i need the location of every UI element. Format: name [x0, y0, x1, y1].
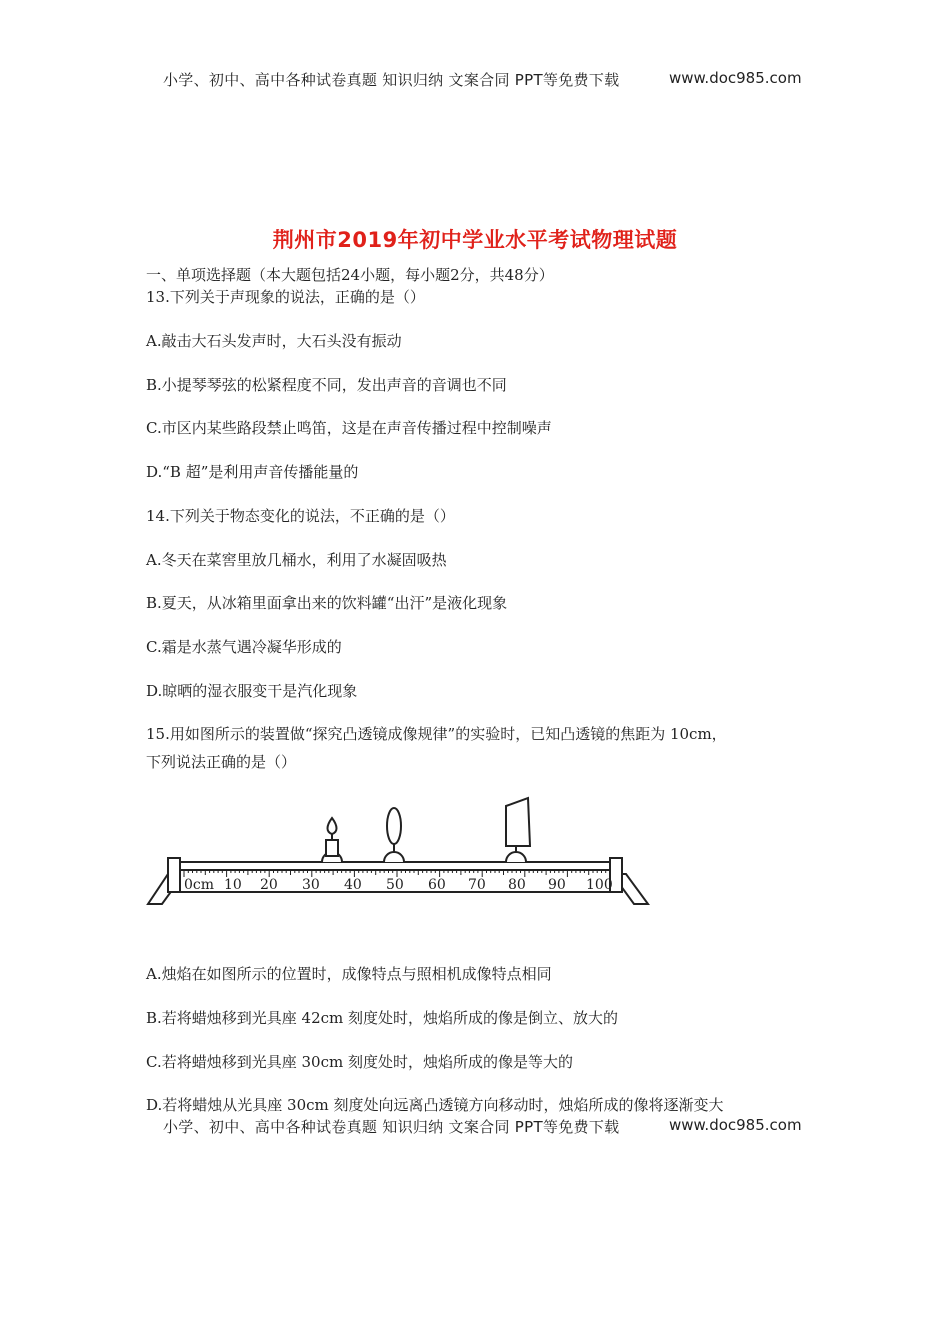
q13-option-b: B.小提琴琴弦的松紧程度不同，发出声音的音调也不同 — [146, 376, 507, 394]
q13-option-d: D.“B 超”是利用声音传播能量的 — [146, 463, 359, 481]
convex-lens — [387, 808, 401, 844]
light-screen — [506, 798, 530, 846]
q15-option-b: B.若将蜡烛移到光具座 42cm 刻度处时，烛焰所成的像是倒立、放大的 — [146, 1009, 619, 1027]
left-end-post — [168, 858, 180, 892]
screen-holder — [506, 852, 526, 862]
scale-label-50: 50 — [386, 877, 404, 893]
q15-option-c: C.若将蜡烛移到光具座 30cm 刻度处时，烛焰所成的像是等大的 — [146, 1053, 573, 1071]
scale-label-90: 90 — [548, 877, 566, 893]
scale-label-40: 40 — [344, 877, 362, 893]
q14-option-d: D.晾晒的湿衣服变干是汽化现象 — [146, 682, 358, 700]
q14-option-b: B.夏天，从冰箱里面拿出来的饮料罐“出汗”是液化现象 — [146, 594, 508, 612]
q15-option-d: D.若将蜡烛从光具座 30cm 刻度处向远离凸透镜方向移动时，烛焰所成的像将逐渐变大 — [146, 1096, 724, 1114]
q13-stem: 13.下列关于声现象的说法，正确的是（） — [146, 288, 425, 306]
q15-option-a: A.烛焰在如图所示的位置时，成像特点与照相机成像特点相同 — [146, 965, 552, 983]
q13-option-c: C.市区内某些路段禁止鸣笛，这是在声音传播过程中控制噪声 — [146, 419, 552, 437]
q15-stem-line2: 下列说法正确的是（） — [146, 753, 297, 771]
scale-label-80: 80 — [508, 877, 526, 893]
scale-label-70: 70 — [468, 877, 486, 893]
header-url[interactable]: www.doc985.com — [669, 69, 802, 87]
scale-label-60: 60 — [428, 877, 446, 893]
scale-label-30: 30 — [302, 877, 320, 893]
footer-url[interactable]: www.doc985.com — [669, 1116, 802, 1134]
q13-option-a: A.敲击大石头发声时，大石头没有振动 — [146, 332, 402, 350]
q14-option-c: C.霜是水蒸气遇冷凝华形成的 — [146, 638, 342, 656]
footer-text: 小学、初中、高中各种试卷真题 知识归纳 文案合同 PPT等免费下载 — [163, 1118, 620, 1136]
q15-stem-line1: 15.用如图所示的装置做“探究凸透镜成像规律”的实验时，已知凸透镜的焦距为 10cm， — [146, 725, 727, 743]
flame-icon — [328, 818, 337, 834]
scale-label-0: 0cm — [184, 877, 215, 893]
exam-title: 荆州市2019年初中学业水平考试物理试题 — [272, 228, 678, 252]
scale-label-20: 20 — [260, 877, 278, 893]
scale-label-100: 100 — [586, 877, 613, 893]
section-heading: 一、单项选择题（本大题包括24小题，每小题2分，共48分） — [146, 266, 554, 284]
q14-stem: 14.下列关于物态变化的说法，不正确的是（） — [146, 507, 455, 525]
rail-top — [174, 862, 620, 870]
header-text: 小学、初中、高中各种试卷真题 知识归纳 文案合同 PPT等免费下载 — [163, 71, 620, 89]
scale-label-10: 10 — [224, 877, 242, 893]
candle-body — [326, 840, 338, 856]
lens-holder — [384, 852, 404, 862]
q14-option-a: A.冬天在菜窖里放几桶水，利用了水凝固吸热 — [146, 551, 447, 569]
optical-bench-figure — [140, 792, 650, 912]
